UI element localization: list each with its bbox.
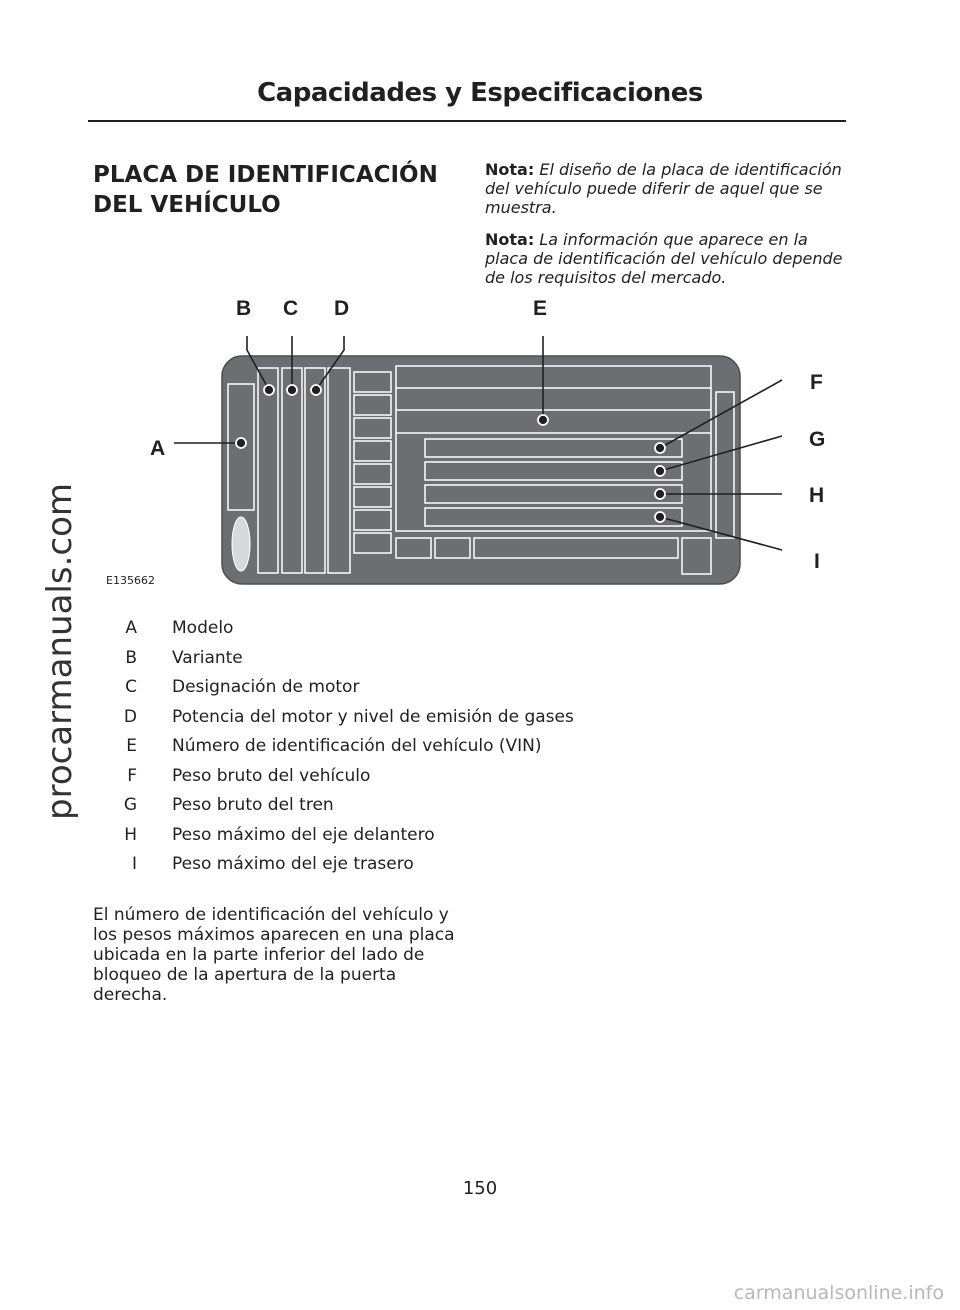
dot-g — [655, 466, 665, 476]
legend-value: Peso bruto del vehículo — [172, 765, 371, 786]
legend-item — [100, 736, 700, 766]
dot-a — [236, 438, 246, 448]
section-title-line2: DEL VEHÍCULO — [93, 192, 281, 218]
legend-item — [100, 825, 700, 855]
legend-value: Designación de motor — [172, 677, 360, 697]
legend-key: G — [123, 795, 137, 815]
legend-item — [100, 677, 700, 707]
dot-i — [655, 512, 665, 522]
legend-key: B — [125, 647, 137, 668]
callout-c: C — [283, 297, 299, 320]
legend-item — [100, 795, 700, 825]
note-2-text: La información que aparece en la placa de identificación del vehículo depende de los requisitos del mercado. — [485, 230, 843, 287]
legend-key: F — [127, 765, 137, 786]
body-paragraph: El número de identificación del vehículo y los pesos máximos aparecen en una placa ubicada en la parte inferior del lado de bloqueo de la apertura de la puerta derecha. — [93, 905, 455, 1005]
dot-b — [264, 385, 274, 395]
legend-item — [100, 854, 700, 884]
note-1 — [485, 160, 845, 217]
callout-f: F — [810, 371, 823, 394]
side-watermark: procarmanuals.com — [40, 483, 80, 820]
legend-list — [100, 618, 700, 884]
note-2-label: Nota: — [485, 230, 535, 249]
callout-b: B — [236, 297, 252, 320]
header-divider — [88, 120, 846, 122]
callout-i: I — [814, 550, 820, 573]
legend-value: Variante — [172, 647, 243, 668]
legend-item — [100, 618, 700, 648]
id-plate-figure — [100, 288, 860, 598]
legend-item — [100, 707, 700, 737]
legend-value: Número de identificación del vehículo (VIN) — [172, 736, 542, 756]
legend-item — [100, 766, 700, 796]
dot-f — [655, 443, 665, 453]
section-title — [93, 160, 453, 220]
callout-h: H — [809, 484, 825, 507]
section-title-line1: PLACA DE IDENTIFICACIÓN — [93, 162, 438, 188]
legend-key: I — [131, 854, 137, 874]
legend-value: Modelo — [172, 618, 234, 638]
legend-key: H — [124, 824, 137, 845]
dot-d — [311, 385, 321, 395]
footer-watermark: carmanualsonline.info — [733, 1282, 944, 1304]
callout-a: A — [150, 437, 166, 460]
legend-value: Peso bruto del tren — [172, 795, 334, 815]
dot-c — [287, 385, 297, 395]
note-1-text: El diseño de la placa de identificación del vehículo puede diferir de aquel que se muestra. — [485, 160, 842, 217]
legend-key: C — [125, 677, 137, 697]
callout-g: G — [809, 428, 826, 451]
legend-value: Potencia del motor y nivel de emisión de gases — [172, 706, 574, 727]
dot-h — [655, 489, 665, 499]
page-number: 150 — [462, 1178, 498, 1199]
figure-id: E135662 — [106, 574, 155, 587]
page-header-title: Capacidades y Especificaciones — [257, 78, 703, 108]
legend-key: A — [125, 618, 137, 638]
note-1-label: Nota: — [485, 160, 535, 179]
callout-e: E — [533, 297, 548, 320]
legend-key: E — [126, 736, 137, 756]
legend-value: Peso máximo del eje trasero — [172, 854, 414, 874]
legend-value: Peso máximo del eje delantero — [172, 824, 435, 845]
note-2 — [485, 230, 845, 287]
callout-d: D — [334, 297, 350, 320]
legend-item — [100, 648, 700, 678]
dot-e — [538, 415, 548, 425]
id-plate-diagram — [100, 288, 860, 598]
legend-key: D — [123, 706, 137, 727]
logo-oval — [232, 517, 250, 571]
